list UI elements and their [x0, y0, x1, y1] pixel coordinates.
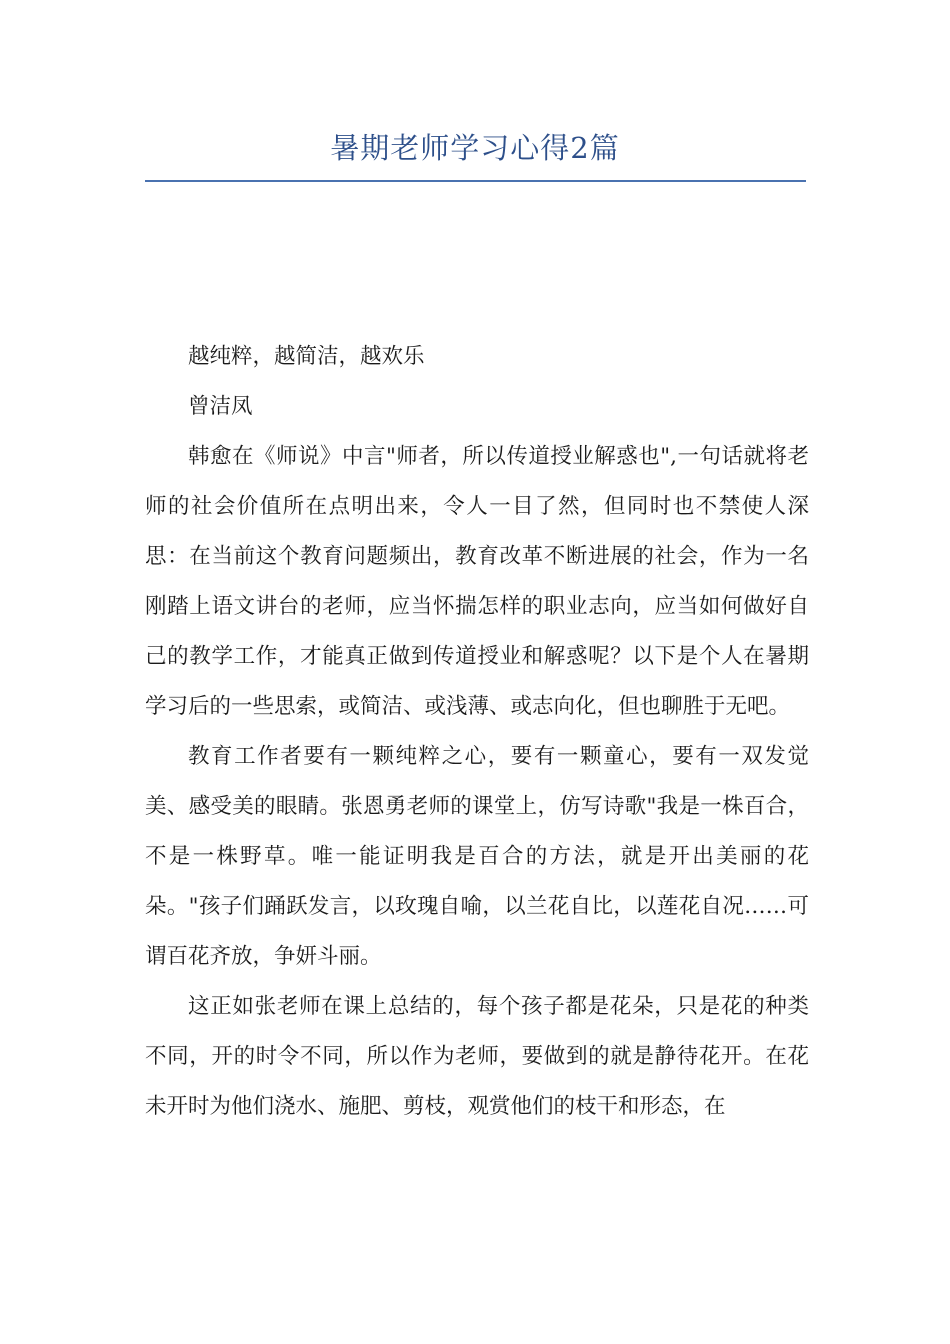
title-underline	[145, 180, 806, 182]
essay-author: 曾洁凤	[188, 394, 253, 419]
essay-subtitle: 越纯粹，越简洁，越欢乐	[188, 344, 425, 369]
paragraph-1: 韩愈在《师说》中言"师者，所以传道授业解惑也",一句话就将老师的社会价值所在点明出来，令人一目了然，但同时也不禁使人深思：在当前这个教育问题频出，教育改革不断进展的社会，作为一名刚踏上语文讲台的老师，应当怀揣怎样的职业志向，应当如何做好自己的教学工作，才能真正做到传道授业和解惑呢？以下是个人在暑期学习后的一些思索，或简洁、或浅薄、或志向化，但也聊胜于无吧。	[145, 444, 809, 719]
document-body	[145, 332, 809, 1132]
paragraph-2: 教育工作者要有一颗纯粹之心，要有一颗童心，要有一双发觉美、感受美的眼睛。张恩勇老师的课堂上，仿写诗歌"我是一株百合，不是一株野草。唯一能证明我是百合的方法，就是开出美丽的花朵。"孩子们踊跃发言，以玫瑰自喻，以兰花自比，以莲花自况……可谓百花齐放，争妍斗丽。	[145, 744, 809, 969]
document-title: 暑期老师学习心得2篇	[330, 131, 620, 165]
paragraph-3: 这正如张老师在课上总结的，每个孩子都是花朵，只是花的种类不同，开的时令不同，所以作为老师，要做到的就是静待花开。在花未开时为他们浇水、施肥、剪枝，观赏他们的枝干和形态，在	[145, 994, 809, 1119]
